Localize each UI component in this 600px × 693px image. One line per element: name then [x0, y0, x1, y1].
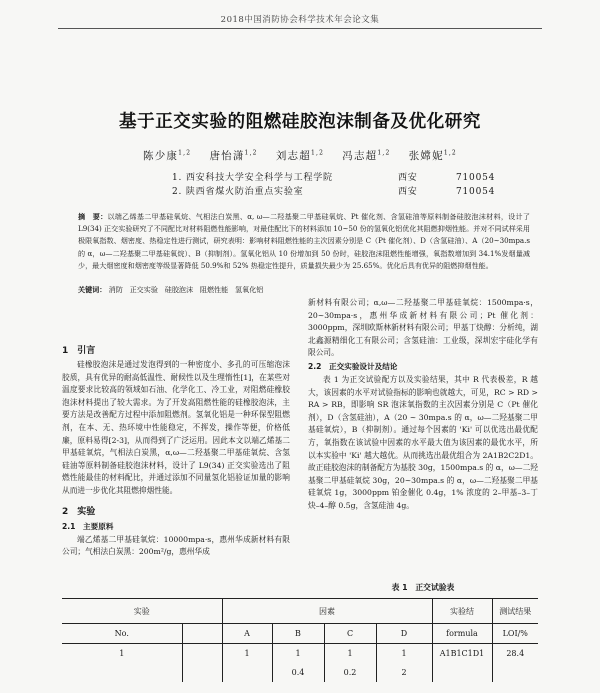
- table-subheader-cell: A: [222, 624, 272, 644]
- affiliation-1: 1. 西安科技大学安全科学与工程学院 西安 710054: [172, 173, 496, 183]
- paragraph: 表 1 为正交试验配方以及实验结果，其中 R 代表极差，R 越大，该因素的水平对试验指标的影响也就越大，可见，RC > RD > RA > RB，即影响 SR 泡沫氧指数的主次因素分别是 C（Pt 催化剂），D（含氢硅油），A（20 ~ 30mpa.s 的 α，ω—二羟基聚二甲基硅氧烷），B（抑制剂）。通过每个因素的 'Ki' 可以优选出最优配方，氧指数在该试验中因素的水平最大值为该因素的最优水平，所以本实验中 'Ki' 越大越优。从而挑选出最优组合为 2A1B2C2D1。故正硅胶泡沫的制备配方为基胶 30g，1500mpa.s 的 α，ω—二羟基聚二甲基硅氧烷 30g，20~30mpa.s 的 α，ω—二羟基聚二甲基硅氧烷 1g，3000ppm 铂金催化 0.4g，1% 浓度的 2–甲基–3–丁炔–4–醇 0.5g，含氢硅油 4g。: [308, 374, 538, 510]
- section-heading: 2 实验: [62, 506, 96, 517]
- table-subheader-cell: formula: [432, 624, 492, 644]
- table-cell: 1: [222, 644, 272, 664]
- subsection-heading: 2.2 正交实验设计及结论: [308, 361, 398, 371]
- author: 刘志超$^{1,2}$: [275, 149, 325, 162]
- keywords: 关键词： 消防 正交实验 硅胶泡沫 阻燃性能 氢氧化铝: [78, 285, 264, 294]
- keyword: 阻燃性能: [199, 285, 229, 294]
- abstract-text: 以端乙烯基二甲基硅氧烷、气相法白炭黑、α, ω—二羟基聚二甲基硅氧烷、Pt 催化剂、含氢硅油等原料制备硅胶泡沫材料，设计了 L9(34) 正交实验研究了不同配比对材料阻燃性能影响，对最佳配比下的材料添加 10~50 份的氢氧化铝优化其阻燃抑烟性能。并对不同试样采用极限氧指数、烟密度、热稳定性进行测试，研究表明：影响材料阻燃性能的主次因素分别是 C（Pt 催化剂）、D（含氢硅油）、A（20~30mpa.s 的 α，ω—二羟基聚二甲基硅氧烷）、B（抑制剂）。氢氧化铝从 10 份增加到 50 份时，硅胶泡沫阻燃性能增强，氧指数增加到 34.1%发烟量减少，最大烟密度和烟密度等级显著降低 50.9%和 52% 热稳定性提升，质量损失最少为 25.65%。优化后具有优异的阻燃抑烟性能。: [78, 212, 530, 270]
- affiliation-2: 2. 陕西省煤火防治重点实验室 西安 710054: [172, 187, 496, 197]
- running-header: 2018中国消防协会科学技术年会论文集: [220, 15, 380, 25]
- table-caption: 表 1 正交试验表: [391, 583, 455, 592]
- paragraph: 硅橡胶泡沫是通过发泡得到的一种密度小、多孔的可压缩泡沫胶质，具有优异的耐高低温性、耐候性以及生理惰性[1]，在某些对温度要求比较高的领域如石油、化学化工、冷工业，对阻燃硅橡胶泡沫材料提出了较大需求。为了开发高阻燃性能的硅橡胶泡沫，主要方法是改善配方过程中添加阻燃剂。氢氧化铝是一种环保型阻燃剂，在本、无、热环境中性能稳定，不挥发，操作等便，价格低廉，原料易得[2-3]，从而得到了广泛运用。因此本文以端乙烯基二甲基硅氧烷，气相法白炭黑，α,ω—二羟基聚二甲基硅氧烷、含氢硅油等原料制备硅胶泡沫材料，设计了 L9(34) 正交实验选出了阻燃性能最佳的材料配比，并通过添加不同量氢化铝验证加量的影响从而进一步优化其阻燃抑烟性能。: [62, 360, 290, 495]
- table-subheader-cell: D: [376, 624, 432, 644]
- table-cell: 28.4: [492, 644, 538, 664]
- table-cell: [182, 644, 222, 664]
- table-cell: A1B1C1D1: [432, 644, 492, 664]
- table-cell: 1: [324, 644, 376, 664]
- author: 唐怡潇$^{1,2}$: [209, 149, 258, 162]
- keyword: 硅胶泡沫: [164, 285, 194, 294]
- keyword: 消防: [108, 285, 123, 294]
- table-row-partial: [62, 663, 538, 682]
- table-subheader-cell: No.: [62, 624, 182, 644]
- table-cell: 0.4: [272, 663, 324, 682]
- abstract: [78, 211, 530, 272]
- paragraph: 端乙烯基二甲基硅氧烷：10000mpa·s，惠州华成新材料有限公司；气相法白炭黑：200m²/g，惠州华成: [62, 534, 290, 557]
- right-column: [308, 297, 538, 513]
- table-subheader-cell: C: [324, 624, 376, 644]
- table-header-cell: 实验: [62, 599, 222, 624]
- author: 陈少康$^{1,2}$: [143, 149, 192, 162]
- table-header-cell: 测试结果: [492, 599, 538, 624]
- table-header-cell: 实验结: [432, 599, 492, 624]
- orthogonal-table: [62, 598, 538, 682]
- table-cell: 1: [272, 644, 324, 664]
- table-cell: 1: [119, 649, 125, 658]
- keyword: 正交实验: [129, 285, 158, 294]
- table-cell: 1: [376, 644, 432, 664]
- left-column: [62, 343, 290, 559]
- subsection-heading: 2.1 主要原料: [62, 521, 114, 531]
- table-subheader-cell: B: [272, 624, 324, 644]
- table-subheader-cell: LOI/%: [492, 624, 538, 644]
- table-row: [62, 644, 538, 664]
- table-header-cell: 因素: [222, 599, 432, 624]
- paragraph: 新材料有限公司；α,ω—二羟基聚二甲基硅氧烷：1500mpa·s，20~30mpa·s，惠州华成新材料有限公司；Pt 催化剂：3000ppm，深圳欧斯林新材料有限公司；甲基丁炔醇：分析纯，湖北鑫源精细化工有限公司；含氢硅油：工业级，深圳宏宇硅化学有限公司。: [308, 298, 538, 358]
- abstract-label: 摘 要：: [78, 212, 108, 221]
- keyword: 氢氧化铝: [235, 285, 264, 294]
- author-list: [0, 148, 600, 163]
- header-rule: [58, 28, 542, 29]
- paper-title: 基于正交实验的阻燃硅胶泡沫制备及优化研究: [119, 112, 481, 132]
- table-cell: 2: [376, 663, 432, 682]
- section-heading: 1 引言: [62, 346, 96, 356]
- author: 张嫦妮$^{1,2}$: [408, 149, 457, 162]
- table-subheader-cell: [182, 624, 222, 644]
- table-cell: 0.2: [324, 663, 376, 682]
- author: 冯志超$^{1,2}$: [342, 149, 391, 162]
